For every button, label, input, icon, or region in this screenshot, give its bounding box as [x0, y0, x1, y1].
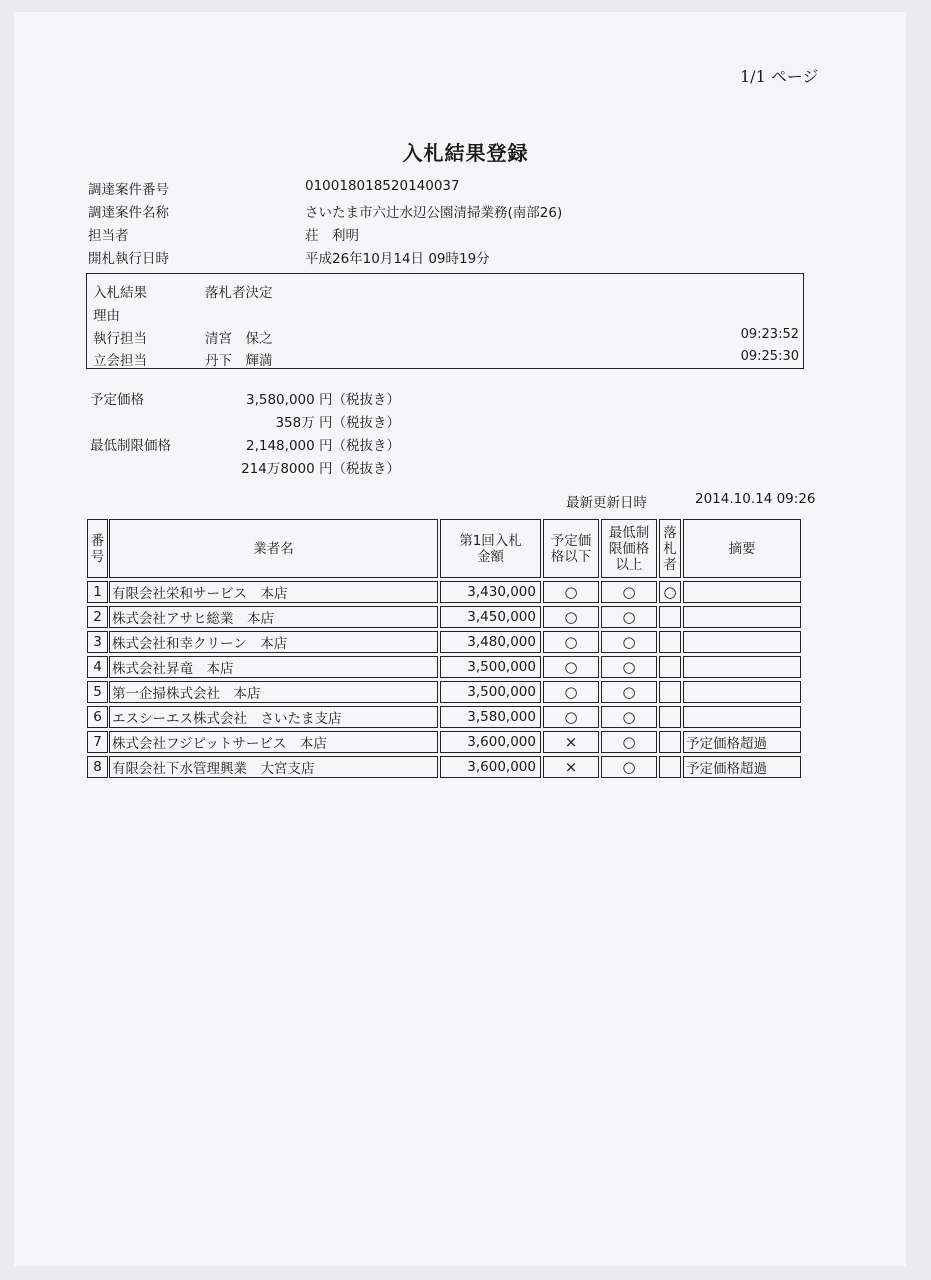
result-time: 09:25:30 — [740, 349, 799, 364]
row-vendor: 第一企掃株式会社 本店 — [109, 681, 438, 703]
row-note — [683, 606, 801, 628]
min-price-row — [90, 434, 400, 454]
row-number: 5 — [87, 681, 108, 703]
result-label: 理由 — [93, 308, 120, 324]
row-above-min: ○ — [601, 681, 657, 703]
result-value: 丹下 輝満 — [205, 353, 273, 369]
row-bid-amount: 3,600,000 — [440, 731, 541, 753]
row-number: 8 — [87, 756, 108, 778]
row-bid-amount: 3,450,000 — [440, 606, 541, 628]
document-title: 入札結果登録 — [402, 141, 529, 165]
result-value: 清宮 保之 — [205, 331, 273, 347]
result-label: 立会担当 — [93, 353, 147, 369]
row-note: 予定価格超過 — [683, 731, 801, 753]
header-note: 摘要 — [683, 519, 801, 578]
bid-result-box — [86, 273, 804, 369]
row-winner — [659, 656, 681, 678]
info-value: さいたま市六辻水辺公園清掃業務(南部26) — [305, 205, 563, 221]
row-note — [683, 631, 801, 653]
planned-price-kanji: 358万 円（税抜き） — [275, 415, 400, 431]
row-note — [683, 706, 801, 728]
planned-price-amount: 3,580,000 円（税抜き） — [246, 392, 400, 408]
row-winner — [659, 706, 681, 728]
row-vendor: エスシーエス株式会社 さいたま支店 — [109, 706, 438, 728]
row-above-min: ○ — [601, 631, 657, 653]
row-bid-amount: 3,500,000 — [440, 656, 541, 678]
row-winner — [659, 681, 681, 703]
min-price-amount: 2,148,000 円（税抜き） — [246, 438, 400, 454]
info-label: 担当者 — [88, 228, 129, 244]
row-winner — [659, 631, 681, 653]
row-below-planned: ○ — [543, 606, 599, 628]
row-bid-amount: 3,600,000 — [440, 756, 541, 778]
row-bid-amount: 3,430,000 — [440, 581, 541, 603]
row-above-min: ○ — [601, 656, 657, 678]
reason-row — [93, 304, 799, 326]
row-above-min: ○ — [601, 581, 657, 603]
row-winner — [659, 731, 681, 753]
header-bid-amount: 第1回入札金額 — [440, 519, 541, 578]
row-vendor: 株式会社昇竜 本店 — [109, 656, 438, 678]
row-above-min: ○ — [601, 606, 657, 628]
header-below-planned: 予定価格以下 — [543, 519, 599, 578]
header-winner: 落札者 — [659, 519, 681, 578]
row-number: 2 — [87, 606, 108, 628]
result-row — [93, 281, 799, 303]
row-bid-amount: 3,580,000 — [440, 706, 541, 728]
row-above-min: ○ — [601, 756, 657, 778]
planned-price-label: 予定価格 — [90, 392, 144, 408]
header-number: 番号 — [87, 519, 108, 578]
info-value: 010018018520140037 — [305, 178, 460, 194]
row-note — [683, 581, 801, 603]
row-number: 7 — [87, 731, 108, 753]
result-label: 入札結果 — [93, 285, 147, 301]
min-price-kanji-row — [90, 457, 400, 477]
row-note: 予定価格超過 — [683, 756, 801, 778]
info-label: 調達案件名称 — [88, 205, 169, 221]
updated-label: 最新更新日時 — [566, 495, 647, 511]
info-label: 開札執行日時 — [88, 251, 169, 267]
executor-row — [93, 327, 799, 349]
info-value: 平成26年10月14日 09時19分 — [305, 251, 490, 267]
row-below-planned: ○ — [543, 681, 599, 703]
row-winner — [659, 606, 681, 628]
row-below-planned: ○ — [543, 631, 599, 653]
info-label: 調達案件番号 — [88, 182, 169, 198]
min-price-kanji: 214万8000 円（税抜き） — [241, 461, 400, 477]
planned-price-kanji-row — [90, 411, 400, 431]
row-above-min: ○ — [601, 706, 657, 728]
row-bid-amount: 3,480,000 — [440, 631, 541, 653]
row-winner: ○ — [659, 581, 681, 603]
result-value: 落札者決定 — [205, 285, 273, 301]
row-below-planned: ○ — [543, 656, 599, 678]
row-below-planned: × — [543, 731, 599, 753]
result-label: 執行担当 — [93, 331, 147, 347]
row-vendor: 株式会社アサヒ総業 本店 — [109, 606, 438, 628]
info-value: 荘 利明 — [305, 228, 359, 244]
row-note — [683, 656, 801, 678]
row-above-min: ○ — [601, 731, 657, 753]
row-winner — [659, 756, 681, 778]
row-below-planned: × — [543, 756, 599, 778]
row-below-planned: ○ — [543, 581, 599, 603]
planned-price-row — [90, 388, 400, 408]
row-bid-amount: 3,500,000 — [440, 681, 541, 703]
row-vendor: 有限会社下水管理興業 大宮支店 — [109, 756, 438, 778]
row-vendor: 株式会社フジピットサービス 本店 — [109, 731, 438, 753]
min-price-label: 最低制限価格 — [90, 438, 171, 454]
witness-row — [93, 349, 799, 371]
result-time: 09:23:52 — [740, 327, 799, 342]
row-number: 6 — [87, 706, 108, 728]
row-note — [683, 681, 801, 703]
header-above-min: 最低制限価格以上 — [601, 519, 657, 578]
row-number: 4 — [87, 656, 108, 678]
row-vendor: 株式会社和幸クリーン 本店 — [109, 631, 438, 653]
row-number: 3 — [87, 631, 108, 653]
row-vendor: 有限会社栄和サービス 本店 — [109, 581, 438, 603]
row-below-planned: ○ — [543, 706, 599, 728]
page-number: 1/1 ページ — [740, 67, 819, 86]
header-vendor: 業者名 — [109, 519, 438, 578]
row-number: 1 — [87, 581, 108, 603]
updated-value: 2014.10.14 09:26 — [695, 491, 816, 507]
